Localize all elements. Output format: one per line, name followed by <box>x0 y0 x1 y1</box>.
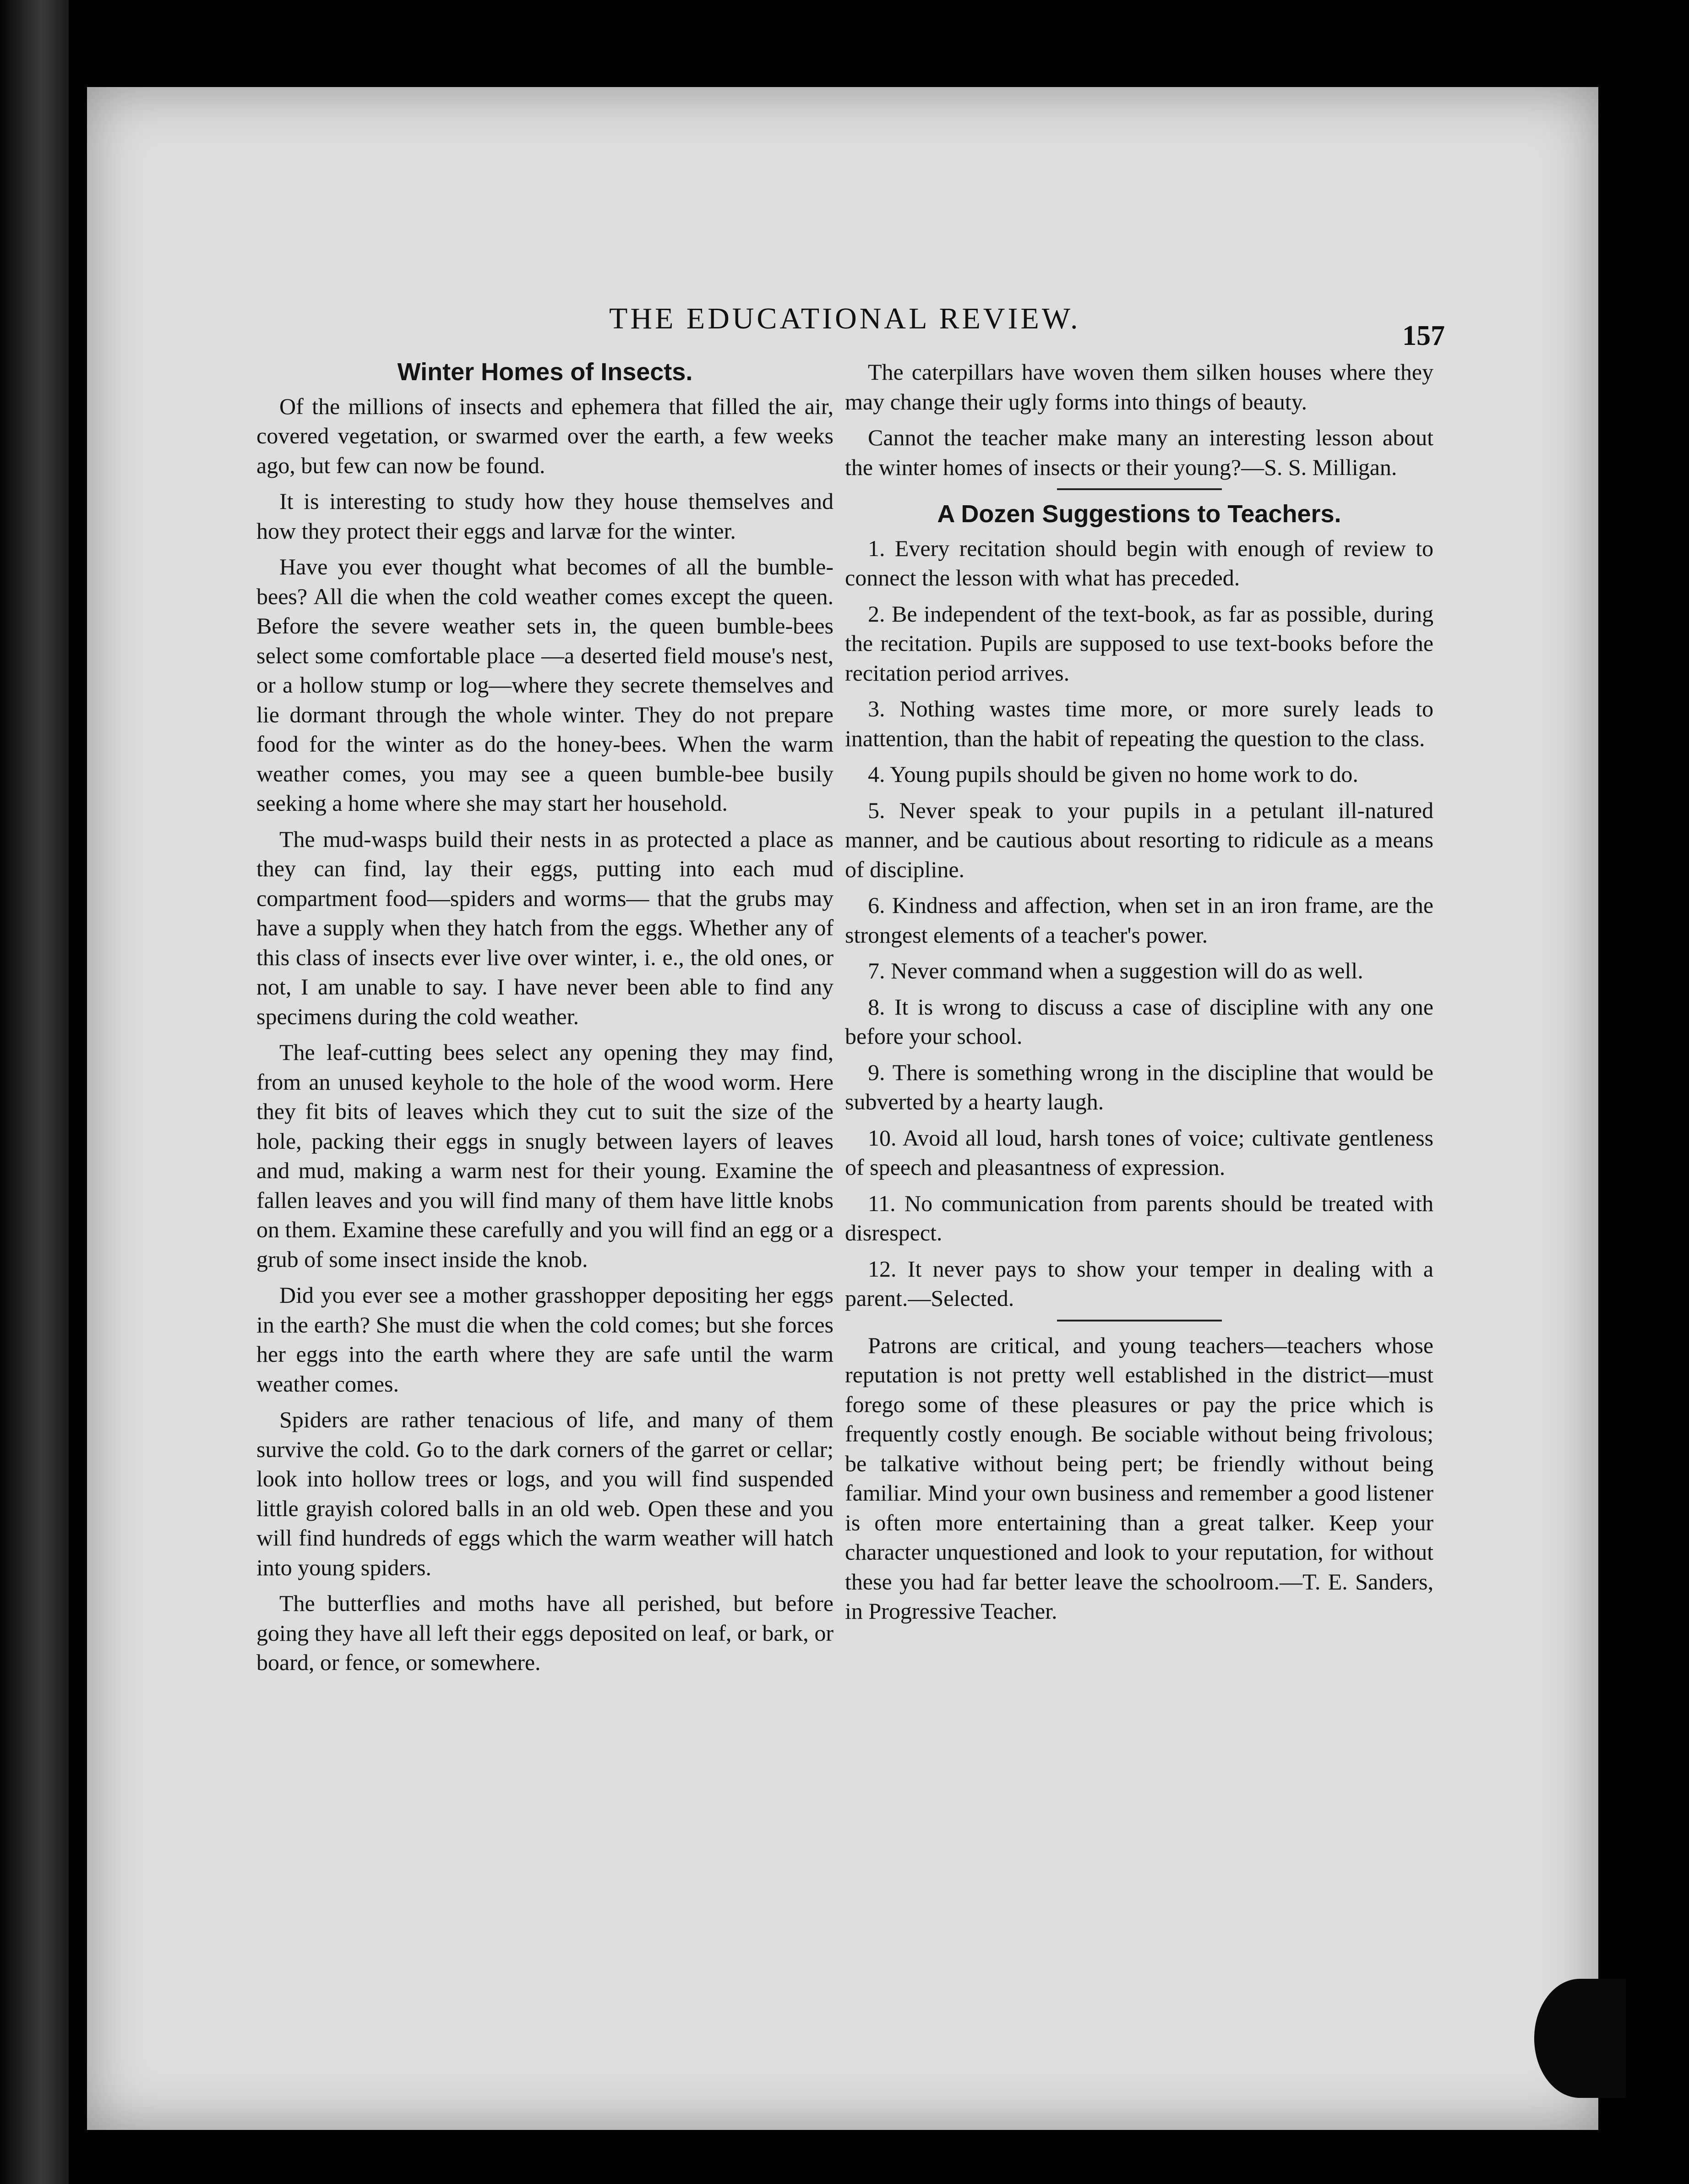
suggestion-item: 11. No communication from parents should be treated with disrespect. <box>845 1190 1433 1245</box>
paragraph: The caterpillars have woven them silken houses where they may change their ugly forms into things of beauty. <box>845 359 1433 415</box>
suggestion-item: 8. It is wrong to discuss a case of discipline with any one before your school. <box>845 994 1433 1049</box>
scanner-clip <box>1534 1979 1626 2098</box>
suggestion-item: 1. Every recitation should begin with enough of review to connect the lesson with what has preceded. <box>845 535 1433 590</box>
paragraph: It is interesting to study how they house themselves and how they protect their eggs and larvæ for the winter. <box>256 488 834 544</box>
suggestion-item: 2. Be independent of the text-book, as far as possible, during the recitation. Pupils are supposed to use text-books before the recitation period arrives. <box>845 601 1433 686</box>
suggestion-item: 6. Kindness and affection, when set in an iron frame, are the strongest elements of a teacher's power. <box>845 892 1433 948</box>
right-column <box>845 357 1433 1633</box>
page-number: 157 <box>1402 320 1445 351</box>
suggestion-item: 5. Never speak to your pupils in a petulant ill-natured manner, and be cautious about resorting to ridicule as a means of discipline. <box>845 797 1433 882</box>
closing-paragraph: Patrons are critical, and young teachers—teachers whose reputation is not pretty well established in the district—must forego some of these pleasures or pay the price which is frequently costly enough. Be sociable without being frivolous; be talkative without being pert; be friendly without being familiar. Mind your own business and remember a good listener is often more entertaining than a great talker. Keep your character unquestioned and look to your reputation, for without these you had far better leave the schoolroom.—T. E. Sanders, in Progressive Teacher. <box>845 1332 1433 1624</box>
paragraph: Cannot the teacher make many an interesting lesson about the winter homes of insects or their young?—S. S. Milligan. <box>845 425 1433 480</box>
suggestion-item: 10. Avoid all loud, harsh tones of voice; cultivate gentleness of speech and pleasantness of expression. <box>845 1125 1433 1180</box>
book-edge <box>0 0 69 2184</box>
suggestion-item: 9. There is something wrong in the discipline that would be subverted by a hearty laugh. <box>845 1059 1433 1114</box>
paragraph: Spiders are rather tenacious of life, and many of them survive the cold. Go to the dark corners of the garret or cellar; look into hollow trees or logs, and you will find suspended little grayish colored balls in an old web. Open these and you will find hundreds of eggs which the warm weather will hatch into young spiders. <box>256 1407 834 1580</box>
suggestion-item: 3. Nothing wastes time more, or more surely leads to inattention, than the habit of repeating the question to the class. <box>845 696 1433 751</box>
paragraph: The leaf-cutting bees select any opening they may find, from an unused keyhole to the hole of the wood worm. Here they fit bits of leaves which they cut to suit the size of the hole, packing their eggs in snugly between layers of leaves and mud, making a warm nest for their young. Examine the fallen leaves and you will find many of them have little knobs on them. Examine these carefully and you will find an egg or a grub of some insect inside the knob. <box>256 1039 834 1272</box>
paragraph: The mud-wasps build their nests in as protected a place as they can find, lay their eggs, putting into each mud compartment food—spiders and worms— that the grubs may have a supply when they hatch from the eggs. Whether any of this class of insects ever live over winter, i. e., the old ones, or not, I am unable to say. I have never been able to find any specimens during the cold weather. <box>256 826 834 1029</box>
suggestion-item: 12. It never pays to show your temper in dealing with a parent.—Selected. <box>845 1256 1433 1311</box>
suggestion-item: 7. Never command when a suggestion will do as well. <box>868 958 1363 983</box>
suggestion-item: 4. Young pupils should be given no home work to do. <box>868 761 1358 787</box>
left-column <box>256 357 834 1684</box>
divider <box>1057 1320 1222 1321</box>
paragraph: The butterflies and moths have all perished, but before going they have all left their eggs deposited on leaf, or bark, or board, or fence, or somewhere. <box>256 1590 834 1675</box>
paragraph: Of the millions of insects and ephemera that filled the air, covered vegetation, or swarmed over the earth, a few weeks ago, but few can now be found. <box>256 393 834 478</box>
paragraph: Did you ever see a mother grasshopper depositing her eggs in the earth? She must die when the cold comes; but she forces her eggs into the earth where they are safe until the warm weather comes. <box>256 1282 834 1397</box>
article-title-insects: Winter Homes of Insects. <box>397 358 693 386</box>
divider <box>1057 488 1222 490</box>
article-title-suggestions: A Dozen Suggestions to Teachers. <box>937 500 1341 528</box>
running-header: THE EDUCATIONAL REVIEW. <box>609 302 1081 335</box>
paragraph: Have you ever thought what becomes of all the bumble-bees? All die when the cold weather comes except the queen. Before the severe weather sets in, the queen bumble-bees select some comfortable place —a deserted field mouse's nest, or a hollow stump or log—where they secrete themselves and lie dormant through the whole winter. They do not prepare food for the winter as do the honey-bees. When the warm weather comes, you may see a queen bumble-bee busily seeking a home where she may start her household. <box>256 554 834 816</box>
